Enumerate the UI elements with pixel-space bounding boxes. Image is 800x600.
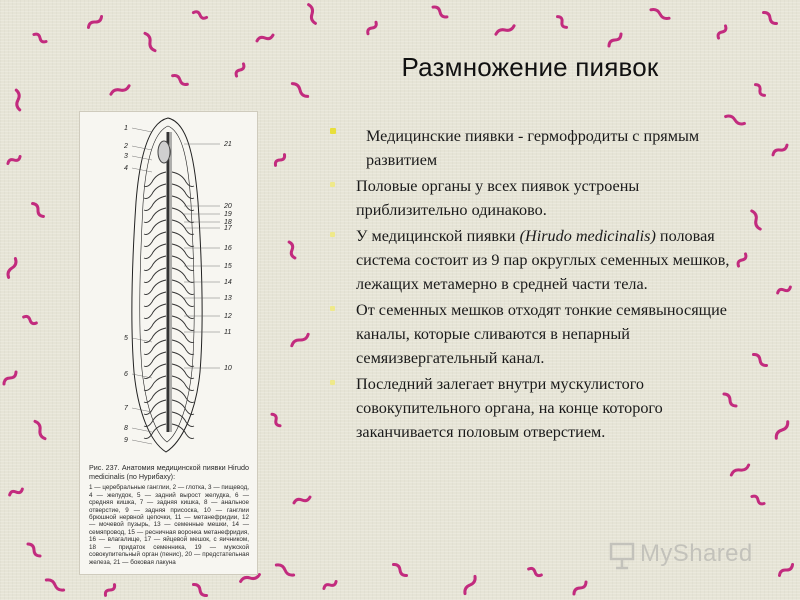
bullet-text-prefix: У медицинской пиявки [356,227,520,245]
confetti-piece [240,573,260,584]
confetti-piece [608,33,623,48]
confetti-piece [752,353,768,367]
confetti-piece [33,420,46,439]
confetti-piece [650,8,670,20]
confetti-piece [751,495,765,505]
latin-name: (Hirudo medicinalis) [519,227,656,245]
confetti-piece [737,253,747,267]
figure-label: 4 [124,165,128,172]
figure-caption [89,464,249,566]
confetti-piece [87,15,103,29]
gut-branch [172,172,194,187]
figure-label: 19 [224,211,232,218]
figure-label: 7 [124,405,128,412]
figure-label: 16 [224,245,232,252]
bullet-item [330,224,730,296]
confetti-piece [193,11,208,20]
figure-label: 13 [224,295,232,302]
leech-anatomy-figure [80,112,257,574]
figure-label: 5 [124,335,128,342]
figure-pointer [132,338,152,342]
figure-label: 6 [124,371,128,378]
gut-branch [144,172,166,187]
confetti-piece [495,24,515,36]
figure-label: 11 [224,329,232,336]
confetti-piece [717,25,727,39]
bullet-icon [330,306,335,311]
confetti-piece [192,583,208,597]
bullet-item [330,372,730,444]
bullet-icon [330,182,335,187]
confetti-piece [9,487,23,497]
confetti-piece [432,5,448,18]
figure-label: 8 [124,425,128,432]
figure-pointer [132,168,152,172]
bullet-text: От семенных мешков отходят тонкие семявыносящие каналы, которые сливаются в непарный семяизвергательный канал. [356,301,727,367]
presentation-board-icon [608,540,638,570]
confetti-piece [7,155,21,165]
slide-title: Размножение пиявок [401,52,659,82]
confetti-piece [777,285,791,295]
figure-pointer [132,128,152,132]
confetti-piece [730,463,749,476]
confetti-piece [323,580,337,590]
figure-label: 12 [224,313,232,320]
confetti-piece [14,90,21,110]
confetti-piece [750,210,762,230]
bullet-list [330,124,730,446]
confetti-piece [27,543,42,558]
confetti-piece [7,258,18,278]
confetti-piece [287,241,297,258]
figure-label: 3 [124,153,128,160]
confetti-piece [291,82,309,98]
bullet-text: Последний залегает внутри мускулистого совокупительного органа, на конце которого заканчивается половым отверстием. [356,375,663,441]
bullet-icon [330,380,335,385]
confetti-piece [392,563,408,577]
bullet-text [356,227,729,293]
figure-pointer [132,440,152,444]
figure-caption-title: Рис. 237. Анатомия медицинской пиявки Hirudo medicinalis (по Нурибаху): [89,463,249,481]
confetti-piece [463,575,476,594]
confetti-piece [291,333,310,348]
bullet-text: Половые органы у всех пиявок устроены приблизительно одинаково. [356,177,640,219]
confetti-piece [754,83,766,96]
confetti-piece [772,143,788,156]
confetti-piece [256,33,273,43]
confetti-piece [556,15,568,28]
bullet-text-suffix: половая система состоит из 9 пар округлых семенных мешков, лежащих метамерно в средней части тела. [356,227,730,293]
bullet-text: Медицинские пиявки - гермофродиты с прямым развитием [366,127,700,169]
figure-label: 14 [224,279,232,286]
confetti-piece [307,4,318,24]
confetti-piece [775,421,790,440]
leech-anatomy-drawing [80,112,257,462]
figure-label: 17 [224,225,232,232]
bullet-icon [330,232,335,237]
figure-label: 20 [224,203,232,210]
figure-label: 9 [124,437,128,444]
confetti-piece [45,578,64,591]
figure-caption-body: 1 — церебральные ганглии, 2 — глотка, 3 — пищевод, 4 — желудок, 5 — задний вырост желудка, 6 — средняя кишка, 7 — задняя кишка, 8 — анальное отверстие, 9 — задняя присоска, 10 — ганглии брюшной нервной цепочки, 11 — метанефридии, 12 — мочевой пузырь, 13 — семенные мешки, 14 — семяпровод, 15 — ресничная воронка метанефридия, 16 — влагалище, 17 — яйцевой мешок, с яичником, 18 — придаток семенника, 19 — мужской совокупительный орган (пенис), 20 — предстательная железа, 21 — боковая лакуна [89,484,249,566]
bullet-item [330,298,730,370]
confetti-piece [778,563,794,577]
confetti-piece [104,583,116,596]
figure-pointer [132,146,152,150]
figure-label: 18 [224,219,232,226]
bullet-icon [330,128,336,134]
confetti-piece [110,84,130,96]
confetti-piece [274,153,286,166]
confetti-piece [293,495,310,505]
watermark-text: MyShared [640,540,753,567]
figure-label: 15 [224,263,232,270]
figure-label: 1 [124,125,128,132]
figure-label: 10 [224,365,232,372]
confetti-piece [762,11,778,25]
confetti-piece [143,32,156,51]
confetti-piece [23,315,37,325]
confetti-piece [573,581,588,596]
confetti-piece [270,413,281,427]
confetti-piece [3,371,18,386]
confetti-piece [528,567,542,577]
bullet-item [330,124,730,172]
confetti-piece [366,21,377,35]
confetti-piece [33,33,47,43]
myshared-watermark[interactable] [608,536,768,572]
confetti-piece [31,202,45,218]
bullet-item [330,174,730,222]
figure-label: 2 [124,143,128,150]
confetti-piece [275,563,294,576]
figure-label: 21 [224,141,232,148]
pharynx [158,141,170,163]
